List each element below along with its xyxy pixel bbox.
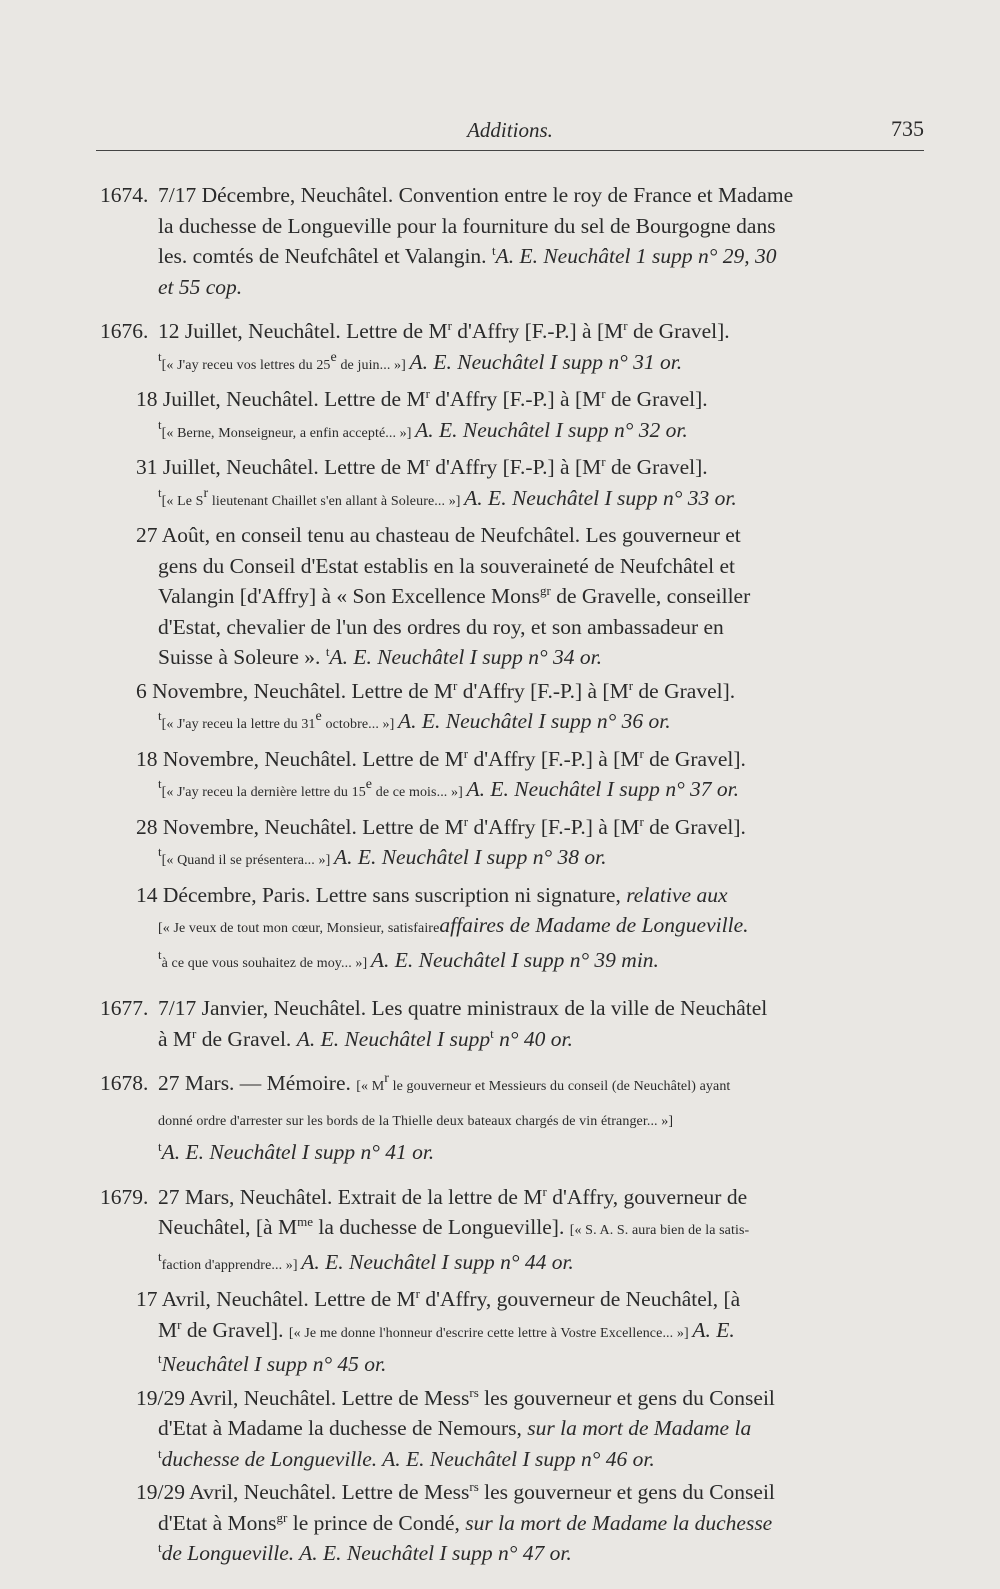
superscript: e <box>330 349 337 365</box>
superscript: r <box>628 677 634 693</box>
entry-text: Suisse à Soleure ». <box>158 645 326 669</box>
archive-reference: A. E. Neuchâtel I supp <box>398 709 592 733</box>
entry <box>100 993 920 1054</box>
entry-text: de Gravel]. <box>605 455 708 479</box>
superscript: t <box>158 775 162 791</box>
entry <box>100 384 920 449</box>
archive-reference: n° 37 or. <box>659 777 740 801</box>
superscript: r <box>601 453 606 469</box>
superscript: t <box>158 1445 162 1461</box>
text-line <box>100 880 920 911</box>
superscript: r <box>415 1285 420 1301</box>
superscript: e <box>365 776 373 792</box>
archive-reference: A. E. Neuchâtel I supp <box>333 845 528 869</box>
superscript: t <box>158 416 162 432</box>
superscript: t <box>158 843 162 859</box>
entry-text: 19/29 Avril, Neuchâtel. Lettre de Mess <box>136 1480 470 1504</box>
text-line <box>100 316 920 347</box>
superscript: t <box>158 348 162 364</box>
archive-reference: Neuchâtel I supp <box>161 1352 308 1376</box>
entry-text: d'Affry [F.-P.] à [M <box>429 455 602 479</box>
archive-reference: duchesse de Longueville. A. E. Neuchâtel I supp <box>161 1446 576 1471</box>
archive-reference: A. E. Neuchâtel I supp <box>370 947 565 972</box>
archive-reference: n° 33 or. <box>657 485 737 510</box>
document-body <box>100 180 920 1572</box>
superscript: t <box>158 1539 162 1555</box>
text-line <box>100 347 920 382</box>
entry-text: d'Etat à Mons <box>158 1510 277 1535</box>
superscript: r <box>425 385 430 401</box>
text-line <box>100 1383 920 1414</box>
archive-reference: A. E. Neuchâtel I supp <box>415 417 609 442</box>
superscript: t <box>491 242 496 258</box>
text-line <box>100 642 920 673</box>
entry <box>100 520 920 673</box>
entry-year: 1677. <box>100 996 149 1020</box>
text-line <box>100 1538 920 1569</box>
page-number: 735 <box>891 116 924 141</box>
quoted-incipit: lieutenant Chaillet s'en allant à Soleure... »] <box>208 493 465 509</box>
text-line <box>100 241 920 272</box>
text-line <box>100 384 920 415</box>
superscript: r <box>639 745 644 761</box>
text-line <box>100 1413 920 1444</box>
archive-reference: n° 41 or. <box>355 1140 435 1164</box>
text-line <box>100 211 920 242</box>
entry <box>100 1383 920 1475</box>
archive-reference: n° 45 or. <box>307 1352 387 1376</box>
text-line <box>100 774 920 809</box>
archive-reference: sur la mort de Madame la <box>527 1416 752 1440</box>
archive-reference: n° 34 or. <box>522 645 602 669</box>
entry-year: 1679. <box>100 1184 149 1209</box>
text-line <box>100 842 920 877</box>
entry-text: d'Affry [F.-P.] à [M <box>451 319 624 343</box>
text-line <box>100 612 920 643</box>
archive-reference: A. E. Neuchâtel I supp <box>464 485 658 510</box>
quoted-incipit: [« S. A. S. aura bien de la satis- <box>569 1223 750 1238</box>
superscript: t <box>490 1025 494 1041</box>
running-header <box>96 114 924 151</box>
entry-text: de Gravel]. <box>643 814 746 839</box>
superscript: t <box>158 484 162 500</box>
superscript: e <box>315 708 322 724</box>
archive-reference: affaires de Madame de Longueville. <box>439 913 749 937</box>
archive-reference: A. E. Neuchâtel I supp <box>466 777 660 801</box>
quoted-incipit: [« J'ay receu vos lettres du 25 <box>161 357 331 373</box>
entry-text: de Gravel. <box>196 1026 297 1051</box>
quoted-incipit: le gouverneur et Messieurs du conseil (de Neuchâtel) ayant <box>389 1079 731 1094</box>
quoted-incipit: [« M <box>356 1079 385 1094</box>
superscript: t <box>325 643 330 659</box>
text-line <box>100 1068 920 1103</box>
entry <box>100 1182 920 1282</box>
archive-reference: n° 39 min. <box>564 947 659 972</box>
entry <box>100 316 920 381</box>
archive-reference: n° 47 or. <box>492 1541 572 1565</box>
superscript: t <box>158 1138 162 1154</box>
archive-reference: n° 38 or. <box>527 845 607 869</box>
entry-year: 1678. <box>100 1071 149 1095</box>
archive-reference: n° 29, 30 <box>692 244 777 268</box>
text-line <box>100 272 920 303</box>
entry-text: les gouverneur et gens du Conseil <box>478 1385 775 1410</box>
entry-text: 27 Mars, Neuchâtel. Extrait de la lettre de M <box>158 1184 543 1209</box>
entry-year: 1674. <box>100 183 149 207</box>
quoted-incipit: [« Berne, Monseigneur, a enfin accepté... »] <box>161 425 416 441</box>
archive-reference: et 55 cop. <box>158 274 243 299</box>
archive-reference: A. E. <box>692 1317 735 1342</box>
entry-text: les gouverneur et gens du Conseil <box>478 1480 775 1504</box>
entry-text: d'Affry [F.-P.] à [M <box>468 746 640 771</box>
entry-text: de Gravel]. <box>627 319 730 343</box>
entry-text: d'Affry, gouverneur de Neuchâtel, [à <box>419 1287 741 1311</box>
entry <box>100 452 920 517</box>
superscript: me <box>297 1213 313 1229</box>
archive-reference: de Longueville. A. E. Neuchâtel I supp <box>161 1541 493 1565</box>
entry-text: d'Affry, gouverneur de <box>546 1184 748 1209</box>
entry-text: 28 Novembre, Neuchâtel. Lettre de M <box>136 814 464 839</box>
entry-text: 18 Juillet, Neuchâtel. Lettre de M <box>136 387 426 411</box>
archive-reference: n° 32 or. <box>608 417 688 442</box>
entry-text: d'Affry [F.-P.] à [M <box>429 387 602 411</box>
entry-text: d'Affry [F.-P.] à [M <box>468 814 640 839</box>
entry-text: la duchesse de Longueville pour la fourniture du sel de Bourgogne dans <box>158 213 776 238</box>
superscript: r <box>177 1316 182 1332</box>
entry-text: d'Etat à Madame la duchesse de Nemours, <box>158 1416 528 1440</box>
archive-reference: n° 44 or. <box>494 1249 574 1274</box>
entry-text: 27 Août, en conseil tenu au chasteau de Neufchâtel. Les gouverneur et <box>136 523 741 547</box>
text-line <box>100 1182 920 1213</box>
text-line <box>100 910 920 945</box>
text-line <box>100 520 920 551</box>
text-line <box>100 1349 920 1380</box>
quoted-incipit: [« Je veux de tout mon cœur, Monsieur, satisfaire <box>158 921 440 936</box>
quoted-incipit: [« J'ay receu la dernière lettre du 15 <box>161 785 366 800</box>
entry-text: à M <box>158 1026 193 1051</box>
quoted-incipit: [« Je me donne l'honneur d'escrire cette lettre à Vostre Excellence... »] <box>288 1325 693 1341</box>
superscript: r <box>601 385 606 401</box>
quoted-incipit: de juin... »] <box>336 357 410 373</box>
archive-reference: A. E. Neuchâtel I supp <box>296 1026 491 1051</box>
entry-text: Neuchâtel, [à M <box>158 1215 298 1239</box>
superscript: t <box>158 1248 162 1264</box>
entry <box>100 180 920 302</box>
entry-text: de Gravel]. <box>643 746 746 771</box>
text-line <box>100 452 920 483</box>
entry-text: de Gravel]. <box>633 678 736 703</box>
archive-reference: n° 36 or. <box>591 709 671 733</box>
superscript: r <box>623 317 628 333</box>
text-line <box>100 180 920 211</box>
entry <box>100 1477 920 1569</box>
text-line <box>100 1137 920 1168</box>
superscript: r <box>425 453 430 469</box>
archive-reference: A. E. Neuchâtel I supp <box>301 1249 495 1274</box>
superscript: r <box>463 813 469 829</box>
text-line <box>100 581 920 612</box>
entry-text: 6 Novembre, Neuchâtel. Lettre de M <box>136 678 453 703</box>
archive-reference: n° 31 or. <box>602 349 683 374</box>
entry-text: gens du Conseil d'Estat establis en la souveraineté de Neufchâtel et <box>158 553 736 578</box>
superscript: t <box>158 707 162 723</box>
entry-text: les. comtés de Neufchâtel et Valangin. <box>158 244 492 268</box>
text-line <box>100 1284 920 1315</box>
superscript: rs <box>469 1478 479 1494</box>
entry-text: 19/29 Avril, Neuchâtel. Lettre de Mess <box>136 1385 470 1410</box>
entry-text: 12 Juillet, Neuchâtel. Lettre de M <box>158 319 448 343</box>
text-line <box>100 1212 920 1247</box>
superscript: r <box>384 1070 390 1086</box>
text-line <box>100 1024 920 1055</box>
superscript: r <box>203 485 209 501</box>
text-line <box>100 1508 920 1539</box>
entry <box>100 1068 920 1168</box>
quoted-incipit: de ce mois... »] <box>372 785 467 800</box>
entry-text: d'Estat, chevalier de l'un des ordres du roy, et son ambassadeur en <box>158 614 724 639</box>
superscript: r <box>542 1183 547 1199</box>
entry <box>100 676 920 741</box>
superscript: gr <box>540 582 551 598</box>
superscript: r <box>447 317 452 333</box>
archive-reference: A. E. Neuchâtel I supp <box>329 645 523 669</box>
quoted-incipit: [« Quand il se présentera... »] <box>161 853 334 868</box>
superscript: t <box>158 1350 162 1366</box>
entry-text: 18 Novembre, Neuchâtel. Lettre de M <box>136 746 464 771</box>
entry-text: 31 Juillet, Neuchâtel. Lettre de M <box>136 455 426 479</box>
archive-reference: A. E. Neuchâtel 1 supp <box>495 244 693 268</box>
superscript: r <box>192 1025 197 1041</box>
text-line <box>100 1247 920 1282</box>
text-line <box>100 1315 920 1350</box>
archive-reference: n° 40 or. <box>493 1026 573 1051</box>
entry-text: de Gravel]. <box>181 1317 289 1342</box>
entry-text: de Gravelle, conseiller <box>550 584 751 608</box>
text-line <box>100 993 920 1024</box>
archive-reference: sur la mort de Madame la duchesse <box>465 1510 773 1535</box>
text-line <box>100 483 920 518</box>
entry-text: le prince de Condé, <box>287 1510 466 1535</box>
text-line <box>100 812 920 843</box>
text-line <box>100 1477 920 1508</box>
text-line <box>100 744 920 775</box>
superscript: r <box>463 745 469 761</box>
entry-text: 17 Avril, Neuchâtel. Lettre de M <box>136 1287 416 1311</box>
entry <box>100 744 920 809</box>
entry-text: 14 Décembre, Paris. Lettre sans suscription ni signature, <box>136 882 627 907</box>
superscript: gr <box>276 1509 288 1525</box>
entry-text: 7/17 Décembre, Neuchâtel. Convention entre le roy de France et Madame <box>158 183 794 207</box>
text-line <box>100 945 920 980</box>
quoted-incipit: octobre... »] <box>321 717 399 732</box>
text-line <box>100 415 920 450</box>
archive-reference: A. E. Neuchâtel I supp <box>409 349 603 374</box>
entry-text: 27 Mars. — Mémoire. <box>158 1071 357 1095</box>
text-line <box>100 1444 920 1475</box>
entry <box>100 880 920 980</box>
entry-text: 7/17 Janvier, Neuchâtel. Les quatre ministraux de la ville de Neuchâtel <box>158 996 768 1020</box>
entry-text: la duchesse de Longueville]. <box>312 1215 570 1239</box>
entry-text: de Gravel]. <box>605 387 708 411</box>
quoted-incipit: [« Le S <box>161 493 204 509</box>
entry-text: M <box>158 1317 178 1342</box>
text-line <box>100 1103 920 1138</box>
archive-reference: n° 46 or. <box>575 1446 655 1471</box>
entry <box>100 812 920 877</box>
text-line <box>100 676 920 707</box>
quoted-incipit: à ce que vous souhaitez de moy... »] <box>161 955 371 971</box>
quoted-incipit: donné ordre d'arrester sur les bords de la Thielle deux bateaux chargés de vin étranger... »] <box>158 1113 674 1129</box>
text-line <box>100 706 920 741</box>
superscript: t <box>158 946 162 962</box>
running-title: Additions. <box>467 118 553 142</box>
archive-reference: A. E. Neuchâtel I supp <box>161 1140 356 1164</box>
superscript: r <box>453 677 458 693</box>
entry-text: d'Affry [F.-P.] à [M <box>457 678 629 703</box>
entry-text: Valangin [d'Affry] à « Son Excellence Mons <box>158 584 541 608</box>
quoted-incipit: faction d'apprendre... »] <box>161 1257 302 1273</box>
archive-reference: relative aux <box>626 882 728 907</box>
superscript: rs <box>469 1384 479 1400</box>
quoted-incipit: [« J'ay receu la lettre du 31 <box>161 717 316 732</box>
entry-year: 1676. <box>100 319 149 343</box>
superscript: r <box>639 813 644 829</box>
entry <box>100 1284 920 1380</box>
text-line <box>100 551 920 582</box>
